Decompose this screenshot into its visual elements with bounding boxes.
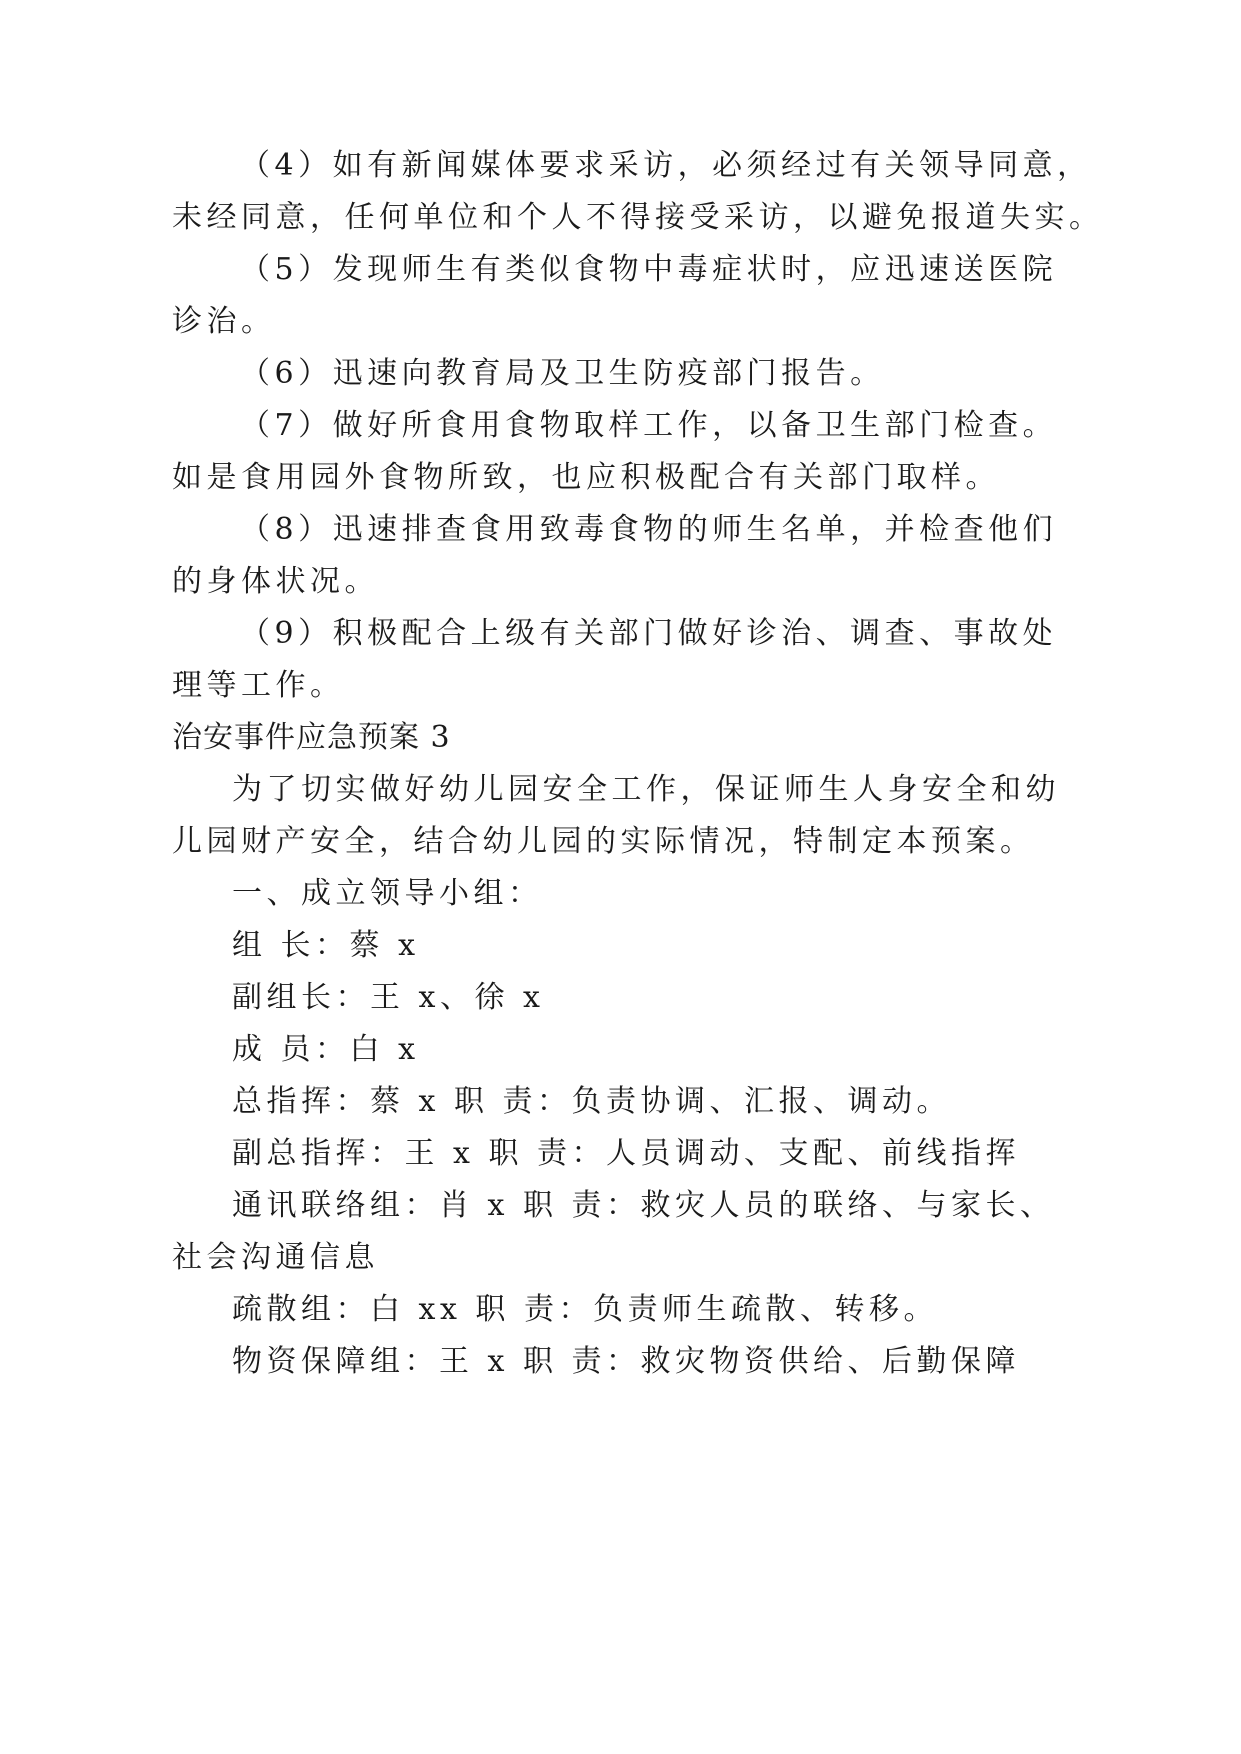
paragraph-4-line-1: （4）如有新闻媒体要求采访，必须经过有关领导同意，: [240, 148, 1092, 183]
paragraph-6: （6）迅速向教育局及卫生防疫部门报告。: [240, 356, 885, 391]
group-member: 成 员：白 x: [232, 1032, 420, 1067]
paragraph-4-line-2: 未经同意，任何单位和个人不得接受采访，以避免报道失实。: [172, 200, 1104, 235]
commander: 总指挥：蔡 x 职 责：负责协调、汇报、调动。: [232, 1084, 952, 1119]
paragraph-8-line-2: 的身体状况。: [172, 564, 379, 599]
leadership-heading: 一、成立领导小组：: [232, 876, 543, 911]
intro-line-1: 为了切实做好幼儿园安全工作，保证师生人身安全和幼: [232, 772, 1060, 807]
deputy-leader: 副组长：王 x、徐 x: [232, 980, 545, 1015]
deputy-commander: 副总指挥：王 x 职 责：人员调动、支配、前线指挥: [232, 1136, 1021, 1171]
communication-group-line-2: 社会沟通信息: [172, 1240, 379, 1275]
group-leader: 组 长：蔡 x: [232, 928, 420, 963]
paragraph-5-line-1: （5）发现师生有类似食物中毒症状时，应迅速送医院: [240, 252, 1058, 287]
paragraph-5-line-2: 诊治。: [172, 304, 276, 339]
paragraph-8-line-1: （8）迅速排查食用致毒食物的师生名单，并检查他们: [240, 512, 1058, 547]
evacuation-group: 疏散组：白 xx 职 责：负责师生疏散、转移。: [232, 1292, 938, 1327]
paragraph-7-line-2: 如是食用园外食物所致，也应积极配合有关部门取样。: [172, 460, 1000, 495]
section-heading: 治安事件应急预案 3: [172, 720, 451, 755]
intro-line-2: 儿园财产安全，结合幼儿园的实际情况，特制定本预案。: [172, 824, 1035, 859]
paragraph-9-line-2: 理等工作。: [172, 668, 345, 703]
paragraph-9-line-1: （9）积极配合上级有关部门做好诊治、调查、事故处: [240, 616, 1058, 651]
supplies-group: 物资保障组：王 x 职 责：救灾物资供给、后勤保障: [232, 1344, 1021, 1379]
communication-group-line-1: 通讯联络组：肖 x 职 责：救灾人员的联络、与家长、: [232, 1188, 1055, 1223]
paragraph-7-line-1: （7）做好所食用食物取样工作，以备卫生部门检查。: [240, 408, 1058, 443]
